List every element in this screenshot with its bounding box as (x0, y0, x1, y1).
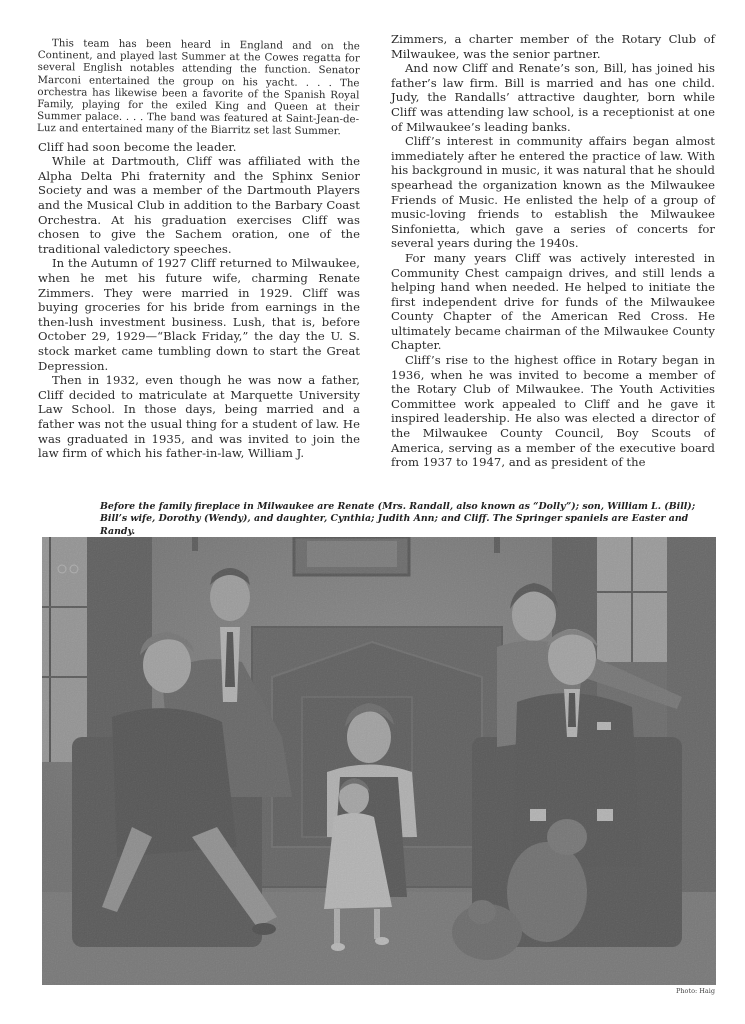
photo-caption (100, 501, 720, 538)
right-column (391, 32, 715, 470)
caption-line: Bill’s wife, Dorothy (Wendy), and daughter, Cynthia; Judith Ann; and Cliff. The Springer spaniels are Easter and Randy. (100, 513, 689, 537)
paragraph: Cliff’s interest in community affairs began almost immediately after he entered the practice of law. With his background in music, it was natural that he should spearhead the organization known as the Milwaukee Friends of Music. He enlisted the help of a group of music-loving friends to establish the Milwaukee Sinfonietta, which gave a series of concerts for several years during the 1940s. (391, 134, 715, 251)
left-column (38, 32, 360, 461)
paragraph: Then in 1932, even though he was now a father, Cliff decided to matriculate at Marquette University Law School. In those days, being married and a father was not the usual thing for a student of law. He was graduated in 1935, and was invited to join the law firm of which his father-in-law, William J. (38, 373, 360, 461)
paragraph: And now Cliff and Renate’s son, Bill, has joined his father’s law firm. Bill is married and has one child. Judy, the Randalls’ attractive daughter, born while Cliff was attending law school, is a receptionist at one of Milwaukee’s leading banks. (391, 61, 715, 134)
paragraph: Cliff had soon become the leader. (38, 139, 237, 154)
quoted-passage: This team has been heard in England and on the Continent, and played last Summer at the Cowes regatta for several English notables attending the function. Senator Marconi entertained the group on his yacht. . . . The orchestra has likewise been a favorite of the Spanish Royal Family, playing for the exiled King and Queen at their Summer palace. . . . The band was featured at Saint-Jean-de-Luz and entertained many of the Biarritz set last Summer. (36, 38, 360, 138)
paragraph: For many years Cliff was actively interested in Community Chest campaign drives, and still lends a helping hand when needed. He helped to initiate the first independent drive for funds of the Milwaukee County Chapter of the American Red Cross. He ultimately became chairman of the Milwaukee County Chapter. (391, 250, 715, 353)
caption-line: Before the family fireplace in Milwaukee are Renate (Mrs. Randall, also known as “Dolly”); son, William L. (Bill); (100, 501, 696, 512)
photo-credit: Photo: Haig (676, 987, 716, 995)
paragraph: Zimmers, a charter member of the Rotary Club of Milwaukee, was the senior partner. (391, 32, 715, 61)
family-photo (42, 537, 716, 985)
paragraph: Cliff’s rise to the highest office in Rotary began in 1936, when he was invited to become a member of the Rotary Club of Milwaukee. The Youth Activities Committee work appealed to Cliff and he gave it inspired leadership. He also was elected a director of the Milwaukee County Council, Boy Scouts of America, serving as a member of the executive board from 1937 to 1947, and as president of the (391, 353, 715, 470)
paragraph: In the Autumn of 1927 Cliff returned to Milwaukee, when he met his future wife, charming Renate Zimmers. They were married in 1929. Cliff was buying groceries for his bride from earnings in the then-lush investment business. Lush, that is, before October 29, 1929—“Black Friday,” the day the U. S. stock market came tumbling down to start the Great Depression. (38, 256, 360, 373)
paragraph: While at Dartmouth, Cliff was affiliated with the Alpha Delta Phi fraternity and the Sphinx Senior Society and was a member of the Dartmouth Players and the Musical Club in addition to the Barbary Coast Orchestra. At his graduation exercises Cliff was chosen to give the Sachem oration, one of the traditional valedictory speeches. (38, 154, 360, 256)
